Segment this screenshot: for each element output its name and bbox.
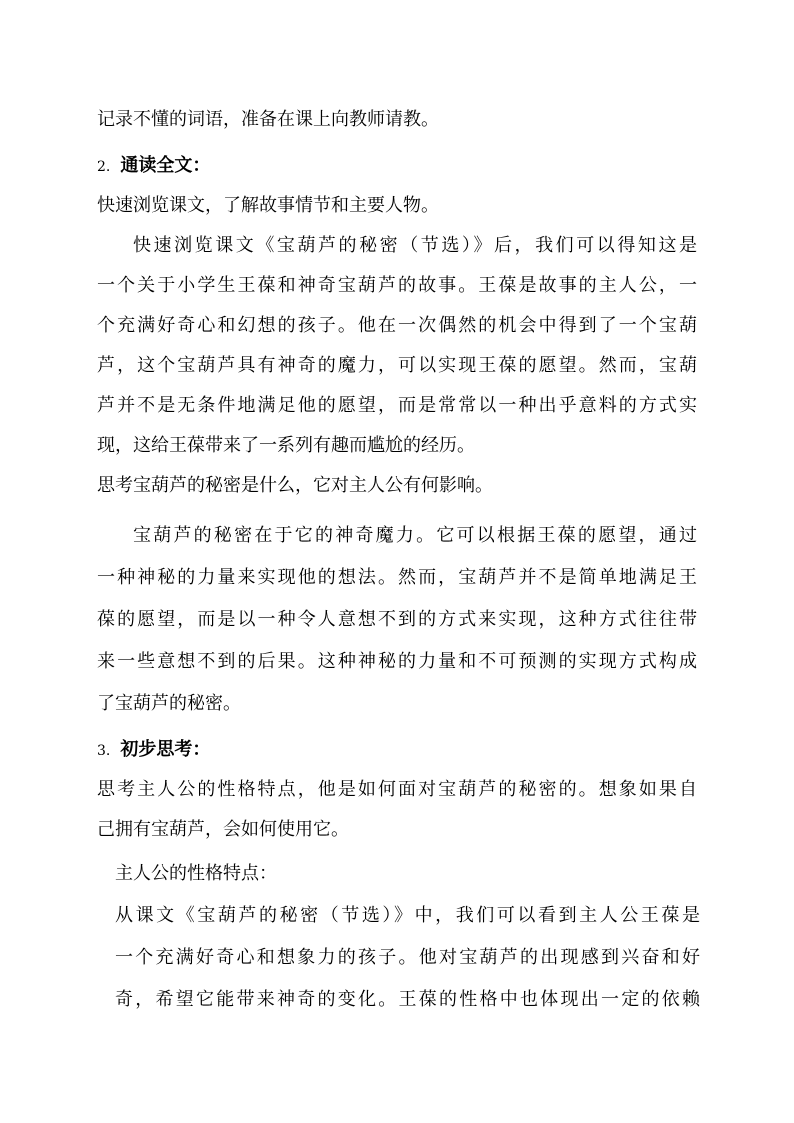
task-line: 己拥有宝葫芦，会如何使用它。 [97,819,349,840]
section-heading-2 [97,154,697,179]
paragraph-line: 来一些意想不到的后果。这种神秘的力量和不可预测的实现方式构成 [97,651,697,672]
paragraph-line: 芦，这个宝葫芦具有神奇的魔力，可以实现王葆的愿望。然而，宝葫 [97,355,697,376]
paragraph-line: 一个关于小学生王葆和神奇宝葫芦的故事。王葆是故事的主人公，一 [97,275,697,296]
paragraph-line: 奇，希望它能带来神奇的变化。王葆的性格中也体现出一定的依赖 [115,989,700,1010]
section-title: 通读全文： [120,155,211,176]
section-heading-3 [97,738,697,763]
subheading: 主人公的性格特点： [115,863,277,884]
task-line: 思考主人公的性格特点，他是如何面对宝葫芦的秘密的。想象如果自 [97,779,697,800]
paragraph-line: 现，这给王葆带来了一系列有趣而尴尬的经历。 [97,435,475,456]
paragraph-line: 从课文《宝葫芦的秘密（节选）》中，我们可以看到主人公王葆是 [115,905,700,926]
paragraph-line: 一种神秘的力量来实现他的想法。然而，宝葫芦并不是简单地满足王 [97,567,697,588]
paragraph-line: 快速浏览课文《宝葫芦的秘密（节选）》后，我们可以得知这是 [133,235,697,256]
paragraph-line: 葆的愿望，而是以一种令人意想不到的方式来实现，这种方式往往带 [97,609,697,630]
task-line: 快速浏览课文，了解故事情节和主要人物。 [97,195,439,216]
paragraph-line: 一个充满好奇心和想象力的孩子。他对宝葫芦的出现感到兴奋和好 [115,947,700,968]
paragraph-line: 个充满好奇心和幻想的孩子。他在一次偶然的机会中得到了一个宝葫 [97,315,697,336]
paragraph-line: 记录不懂的词语，准备在课上向教师请教。 [97,109,439,130]
section-number: 2. [97,159,111,175]
paragraph-line: 了宝葫芦的秘密。 [97,693,241,714]
section-number: 3. [97,743,111,759]
paragraph-line: 芦并不是无条件地满足他的愿望，而是常常以一种出乎意料的方式实 [97,395,697,416]
paragraph-line: 宝葫芦的秘密在于它的神奇魔力。它可以根据王葆的愿望，通过 [133,525,697,546]
section-title: 初步思考： [120,739,211,760]
task-line: 思考宝葫芦的秘密是什么，它对主人公有何影响。 [97,475,493,496]
